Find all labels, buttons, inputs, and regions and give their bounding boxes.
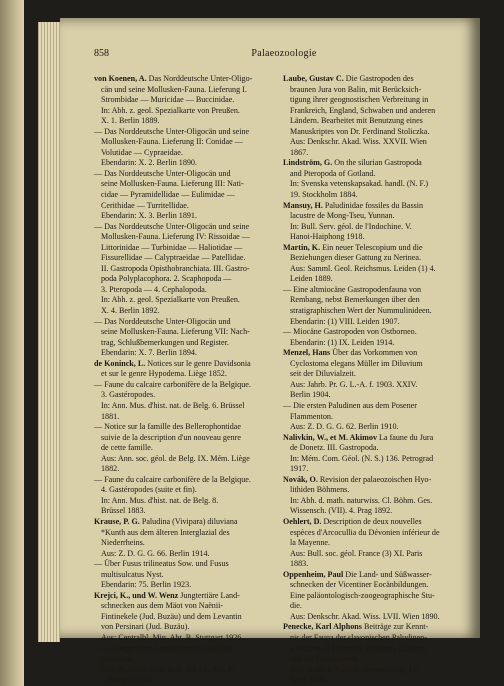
line-text: Aus: Samml. Geol. Reichsmus. Leiden (1) 4. bbox=[290, 263, 436, 273]
line-text: In: Mém. Com. Géol. (N. S.) 136. Petrograd bbox=[290, 453, 434, 463]
line-text: nis der Fauna der slavonischen Paludinen- bbox=[290, 632, 427, 642]
bibliography-line bbox=[283, 169, 468, 180]
line-text: — Faune du calcaire carbonifère de la Belgique. bbox=[94, 379, 251, 389]
bibliography-entry-author-line bbox=[283, 475, 468, 486]
line-text: espèces d'Arcocullia du Dévonien inférieur de bbox=[290, 527, 440, 537]
left-column bbox=[94, 74, 279, 686]
line-text: 1882. bbox=[101, 464, 120, 474]
line-text: Die Land- und Süßwasser- bbox=[343, 569, 432, 579]
page-edges bbox=[38, 22, 60, 642]
bibliography-line bbox=[283, 380, 468, 391]
bibliography-line bbox=[94, 253, 279, 264]
line-text: lacustre de Mong-Tseu, Yunnan. bbox=[290, 211, 395, 221]
line-text: X. 1. Berlin 1889. bbox=[101, 116, 160, 126]
line-text: seine Mollusken-Fauna. Lieferung VII: Nach- bbox=[101, 327, 250, 337]
line-text: Ebendarin: 75. Berlin 1923. bbox=[101, 580, 192, 590]
bibliography-line bbox=[94, 295, 279, 306]
bibliography-entry-author-line bbox=[94, 359, 279, 370]
bibliography-line bbox=[94, 654, 279, 665]
bibliography-line bbox=[94, 264, 279, 275]
line-text: X. 4. Berlin 1892. bbox=[101, 306, 160, 316]
book-gutter bbox=[0, 0, 24, 686]
line-text: schichten. II Congeria, Pisidium, Cardium bbox=[290, 643, 427, 653]
line-text: Description de deux nouvelles bbox=[321, 516, 422, 526]
line-text: seit der Diluvialzeit. bbox=[290, 369, 356, 379]
bibliography-line bbox=[283, 401, 468, 412]
bibliography-line bbox=[94, 201, 279, 212]
bibliography-line bbox=[94, 675, 279, 686]
bibliography-line bbox=[283, 506, 468, 517]
bibliography-entry-author-line bbox=[283, 201, 468, 212]
bibliography-line bbox=[94, 549, 279, 560]
bibliography-line bbox=[283, 412, 468, 423]
line-text: Paludinidae fossiles du Bassin bbox=[322, 200, 424, 210]
bibliography-line bbox=[283, 179, 468, 190]
line-text: — — Jungtertiäre Landschnecken aus Süd- bbox=[94, 643, 235, 653]
bibliography-line bbox=[283, 390, 468, 401]
line-text: II. Gastropoda Opisthobranchiata. III. Gastro- bbox=[101, 263, 250, 273]
bibliography-line bbox=[94, 211, 279, 222]
line-text: Aus: Z. D. G. G. 66. Berlin 1914. bbox=[101, 548, 210, 558]
bibliography-line bbox=[94, 327, 279, 338]
line-text: — Eine altmiocäne Gastropodenfauna von bbox=[283, 284, 421, 294]
line-text: Eine paläontologisch-zoogeographische Stu- bbox=[290, 590, 435, 600]
bibliography-line bbox=[283, 190, 468, 201]
bibliography-line bbox=[283, 538, 468, 549]
line-text: — Das Norddeutsche Unter-Oligocän und bbox=[94, 316, 231, 326]
bibliography-line bbox=[283, 496, 468, 507]
author-name: Lindström, G. bbox=[283, 158, 333, 168]
line-text: suivie de la description d'un nouveau genre bbox=[101, 432, 241, 442]
bibliography-line bbox=[94, 475, 279, 486]
line-text: poda Polyplacophora. 2. Scaphopoda — bbox=[101, 274, 232, 284]
bibliography-line bbox=[94, 169, 279, 180]
line-text: tigung ihrer geognostischen Verbreitung in bbox=[290, 95, 429, 105]
bibliography-line bbox=[94, 496, 279, 507]
bibliography-line bbox=[94, 485, 279, 496]
bibliography-line bbox=[94, 665, 279, 676]
line-text: Aus: Denkschr. Akad. Wiss. XXVII. Wien bbox=[290, 137, 427, 147]
bibliography-entry-author-line bbox=[94, 591, 279, 602]
line-text: — Notice sur la famille des Bellerophontidae bbox=[94, 422, 241, 432]
bibliography-line bbox=[283, 612, 468, 623]
bibliography-line bbox=[283, 211, 468, 222]
bibliography-line bbox=[94, 506, 279, 517]
line-text: Rembang, nebst Bemerkungen über den bbox=[290, 295, 420, 305]
bibliography-line bbox=[283, 116, 468, 127]
line-text: cidae — Pyramidellidae — Eulimidae — bbox=[101, 190, 235, 200]
line-text: Aus: Jahrb. Pr. G. L.-A. f. 1903. XXIV. bbox=[290, 379, 418, 389]
bibliography-line bbox=[94, 306, 279, 317]
line-text: 1883. bbox=[290, 559, 309, 569]
line-text: Cerithidae — Turritellidae. bbox=[101, 200, 189, 210]
line-text: La faune du Jura bbox=[377, 432, 434, 442]
bibliography-entry-author-line bbox=[283, 74, 468, 85]
line-text: — Das Norddeutsche Unter-Oligocän und seine bbox=[94, 221, 250, 231]
bibliography-line bbox=[283, 137, 468, 148]
bibliography-line bbox=[94, 348, 279, 359]
line-text: Ebendarin: X. 3. Berlin 1891. bbox=[101, 211, 197, 221]
author-name: Krause, P. G. bbox=[94, 516, 140, 526]
line-text: On the silurian Gastropoda bbox=[332, 158, 422, 168]
line-text: Brüssel 1883. bbox=[101, 506, 146, 516]
running-title: Palaeozoologie bbox=[251, 48, 317, 59]
bibliography-line bbox=[283, 369, 468, 380]
bibliography-line bbox=[94, 580, 279, 591]
line-text: — Über Fusus trilineatus Sow. und Fusus bbox=[94, 559, 229, 569]
bibliography-line bbox=[94, 633, 279, 644]
line-text: and Pteropoda of Gotland. bbox=[290, 168, 376, 178]
line-text: Fissurellidae — Calyptraeidae — Patellidae. bbox=[101, 253, 246, 263]
line-text: schnecken der Vicentiner Eocänbildungen. bbox=[290, 580, 429, 590]
bibliography-line bbox=[94, 454, 279, 465]
line-text: cän und seine Mollusken-Fauna. Lieferung I. bbox=[101, 84, 247, 94]
author-name: Novák, O. bbox=[283, 474, 318, 484]
line-text: rumänien. bbox=[101, 654, 134, 664]
bibliography-line bbox=[94, 85, 279, 96]
bibliography-line bbox=[94, 538, 279, 549]
line-text: Ebendarin: X. 7. Berlin 1894. bbox=[101, 348, 197, 358]
line-text: die. bbox=[290, 601, 302, 611]
bibliography-entry-author-line bbox=[283, 570, 468, 581]
author-name: Laube, Gustav C. bbox=[283, 74, 344, 83]
line-text: Notices sur le genre Davidsonia bbox=[145, 358, 251, 368]
bibliography-line bbox=[94, 528, 279, 539]
bibliography-line bbox=[94, 559, 279, 570]
line-text: Ein neuer Telescopium und die bbox=[320, 242, 423, 252]
line-text: Die Gastropoden des bbox=[343, 74, 414, 83]
line-text: Revision der palaeozoischen Hyo- bbox=[317, 474, 432, 484]
bibliography-entry-author-line bbox=[283, 622, 468, 633]
bibliography-line bbox=[94, 433, 279, 444]
line-text: *Kunth aus dem älteren Interglazial des bbox=[101, 527, 230, 537]
bibliography-line bbox=[94, 243, 279, 254]
line-text: de Donetz. III. Gastropoda. bbox=[290, 443, 379, 453]
line-text: In: Bull. Serv. géol. de l'Indochine. V. bbox=[290, 221, 412, 231]
bibliography-line bbox=[283, 295, 468, 306]
page-number: 858 bbox=[94, 48, 109, 59]
bibliography-line bbox=[94, 601, 279, 612]
line-text: In: Abh. d. math. naturwiss. Cl. Böhm. Ges. bbox=[290, 495, 433, 505]
line-text: von Persinari (Jud. Buzäu). bbox=[101, 622, 190, 632]
author-name: Krejci, K., und W. Wenz bbox=[94, 590, 179, 600]
book-page bbox=[60, 18, 480, 685]
bibliography-line bbox=[283, 654, 468, 665]
bibliography-entry-author-line bbox=[283, 348, 468, 359]
bibliography-line bbox=[283, 528, 468, 539]
bibliography-line bbox=[94, 443, 279, 454]
line-text: 1917. bbox=[290, 464, 309, 474]
bibliography-line bbox=[283, 485, 468, 496]
line-text: — Miocäne Gastropoden von Ostborneo. bbox=[283, 327, 417, 337]
line-text: In: Abh. z. geol. Spezialkarte von Preußen. bbox=[101, 295, 240, 305]
bibliography-line bbox=[283, 644, 468, 655]
line-text: Manuskriptes von Dr. Ferdinand Stoliczka. bbox=[290, 126, 430, 136]
line-text: Ebendarin: (1) IX. Leiden 1914. bbox=[290, 337, 395, 347]
line-text: Frankreich, England, Schwaben und anderen bbox=[290, 105, 436, 115]
author-name: von Koenen, A. bbox=[94, 74, 147, 83]
line-text: Aus: Denkschr. Akad. Wiss. LVII. Wien 1890. bbox=[290, 611, 440, 621]
line-text: Über das Vorkommen von bbox=[330, 348, 418, 358]
line-text: In: Ann. Mus. d'hist. nat. de Belg. 8. bbox=[101, 495, 219, 505]
bibliography-entry-author-line bbox=[94, 517, 279, 528]
bibliography-line bbox=[283, 222, 468, 233]
bibliography-line bbox=[94, 137, 279, 148]
bibliography-line bbox=[283, 675, 468, 686]
bibliography-line bbox=[94, 369, 279, 380]
bibliography-line bbox=[283, 591, 468, 602]
line-text: stratigraphischen Wert der Nummulinideen. bbox=[290, 306, 432, 316]
line-text: Flammenton. bbox=[290, 411, 333, 421]
right-column bbox=[283, 74, 468, 686]
line-text: Littorinidae — Turbinidae — Haliotidae — bbox=[101, 242, 243, 252]
line-text: de cette famille. bbox=[101, 443, 153, 453]
line-text: Mollusken-Fauna. Lieferung IV: Rissoidae — bbox=[101, 232, 250, 242]
line-text: Beziehungen dieser Gattung zu Nerinea. bbox=[290, 253, 422, 263]
bibliography-line bbox=[283, 559, 468, 570]
bibliography-line bbox=[283, 338, 468, 349]
bibliography-line bbox=[94, 317, 279, 328]
line-text: Aus: N. Jahrb. Min. Beil.-Bd. LV. Abt. B. bbox=[101, 664, 236, 674]
author-name: Oehlert, D. bbox=[283, 516, 322, 526]
bibliography-line bbox=[94, 644, 279, 655]
bibliography-line bbox=[94, 622, 279, 633]
line-text: 1867. bbox=[290, 147, 309, 157]
bibliography-line bbox=[283, 285, 468, 296]
bibliography-line bbox=[283, 264, 468, 275]
bibliography-line bbox=[283, 232, 468, 243]
line-text: Strombidae — Muricidae — Buccinidae. bbox=[101, 95, 235, 105]
line-text: In: Svenska vetenskapsakad. handl. (N. F.) bbox=[290, 179, 429, 189]
line-text: Volutidae — Cypraeidae. bbox=[101, 147, 183, 157]
bibliography-line bbox=[94, 274, 279, 285]
line-text: seine Mollusken-Fauna. Lieferung III: Nati- bbox=[101, 179, 244, 189]
bibliography-entry-author-line bbox=[283, 243, 468, 254]
line-text: Aus: Beitr. z. Paläont. Oesterr.-Ung. IV. bbox=[290, 664, 419, 674]
line-text: lithiden Böhmens. bbox=[290, 485, 350, 495]
bibliography-line bbox=[94, 116, 279, 127]
line-text: Aus: Ann. soc. géol. de Belg. IX. Mém. Liège bbox=[101, 453, 250, 463]
line-text: — Das Norddeutsche Unter-Oligocän und seine bbox=[94, 126, 250, 136]
line-text: schnecken aus dem Mäot von Naënii- bbox=[101, 601, 224, 611]
line-text: Berlin 1904. bbox=[290, 390, 331, 400]
line-text: Leiden 1889. bbox=[290, 274, 333, 284]
line-text: Ebendarin: (1) VIII. Leiden 1907. bbox=[290, 316, 400, 326]
line-text: 3. Pteropoda — 4. Cephalopoda. bbox=[101, 284, 207, 294]
line-text: — Das Norddeutsche Unter-Oligocän und bbox=[94, 168, 231, 178]
author-name: Nalivkin, W., et M. Akimov bbox=[283, 432, 377, 442]
line-text: Wissensch. (VII). 4. Prag 1892. bbox=[290, 506, 393, 516]
bibliography-entry-author-line bbox=[283, 433, 468, 444]
line-text: 19. Stockholm 1884. bbox=[290, 190, 358, 200]
bibliography-entry-author-line bbox=[283, 158, 468, 169]
bibliography-entry-author-line bbox=[94, 74, 279, 85]
bibliography-line bbox=[94, 570, 279, 581]
bibliography-line bbox=[283, 253, 468, 264]
bibliography-line bbox=[283, 633, 468, 644]
author-name: de Koninck, L. bbox=[94, 358, 146, 368]
bibliography-line bbox=[283, 85, 468, 96]
bibliography-line bbox=[94, 106, 279, 117]
line-text: Aus: Z. D. G. G. 62. Berlin 1910. bbox=[290, 422, 399, 432]
line-text: In: Abh. z. geol. Spezialkarte von Preußen. bbox=[101, 105, 240, 115]
line-text: 1881. bbox=[101, 411, 120, 421]
bibliography-line bbox=[94, 390, 279, 401]
line-text: et sur le genre Hypodema. Liège 1852. bbox=[101, 369, 227, 379]
line-text: Ländern. Bearbeitet mit Benutzung eines bbox=[290, 116, 423, 126]
line-text: Paludina (Vivipara) diluviana bbox=[139, 516, 238, 526]
line-text: Mollusken-Fauna. Lieferung II: Conidae — bbox=[101, 137, 243, 147]
bibliography-line bbox=[94, 148, 279, 159]
bibliography-line bbox=[94, 612, 279, 623]
page-header bbox=[94, 48, 474, 62]
bibliography-line bbox=[283, 601, 468, 612]
bibliography-line bbox=[94, 422, 279, 433]
bibliography-line bbox=[94, 95, 279, 106]
line-text: 4. Gastéropodes (suite et fin). bbox=[101, 485, 197, 495]
bibliography-line bbox=[283, 359, 468, 370]
bibliography-line bbox=[283, 580, 468, 591]
line-text: — Die ersten Paludinen aus dem Posener bbox=[283, 400, 417, 410]
line-text: Jungtertiäre Land- bbox=[178, 590, 240, 600]
bibliography-line bbox=[94, 232, 279, 243]
bibliography-line bbox=[283, 443, 468, 454]
bibliography-line bbox=[283, 317, 468, 328]
author-name: Menzel, Hans bbox=[283, 348, 331, 358]
author-name: Penecke, Karl Alphons bbox=[283, 622, 362, 632]
line-text: Aus: Centralbl. Min. Abt. B. Stuttgart 1926. bbox=[101, 632, 244, 642]
line-text: Cyclostoma elegans Müller im Diluvium bbox=[290, 358, 423, 368]
bibliography-line bbox=[283, 549, 468, 560]
line-text: Fintinekele (Jud. Buzäu) und dem Levantin bbox=[101, 611, 242, 621]
bibliography-line bbox=[94, 222, 279, 233]
bibliography-line bbox=[94, 401, 279, 412]
bibliography-line bbox=[94, 412, 279, 423]
line-text: und die Gastropoden. bbox=[290, 654, 360, 664]
line-text: — Faune du calcaire carbonifère de la Belgique. bbox=[94, 474, 251, 484]
line-text: 3. Gastéropodes. bbox=[101, 390, 156, 400]
bibliography-line bbox=[283, 464, 468, 475]
bibliography-line bbox=[283, 106, 468, 117]
line-text: In: Ann. Mus. d'hist. nat. de Belg. 6. Brüssel bbox=[101, 400, 245, 410]
line-text: Stuttgart 1926. bbox=[106, 675, 155, 685]
bibliography-line bbox=[283, 327, 468, 338]
line-text: Hanoi-Haiphong 1918. bbox=[290, 232, 365, 242]
line-text: multisulcatus Nyst. bbox=[101, 569, 164, 579]
line-text: Niederrheins. bbox=[101, 538, 145, 548]
bibliography-line bbox=[283, 274, 468, 285]
line-text: Wien 1884. bbox=[290, 675, 328, 685]
line-text: braunen Jura von Balin, mit Berücksich- bbox=[290, 84, 422, 94]
line-text: Aus: Bull. soc. géol. France (3) XI. Paris bbox=[290, 548, 423, 558]
bibliography-line bbox=[283, 454, 468, 465]
line-text: Das Norddeutsche Unter-Oligo- bbox=[146, 74, 253, 83]
author-name: Mansuy, H. bbox=[283, 200, 323, 210]
author-name: Martin, K. bbox=[283, 242, 321, 252]
bibliography-line bbox=[94, 285, 279, 296]
line-text: la Mayenne. bbox=[290, 538, 331, 548]
bibliography-line bbox=[283, 148, 468, 159]
bibliography-line bbox=[94, 179, 279, 190]
bibliography-line bbox=[94, 338, 279, 349]
bibliography-line bbox=[283, 306, 468, 317]
bibliography-line bbox=[94, 158, 279, 169]
bibliography-entry-author-line bbox=[283, 517, 468, 528]
bibliography-line bbox=[94, 380, 279, 391]
line-text: Ebendarin: X. 2. Berlin 1890. bbox=[101, 158, 197, 168]
bibliography-line bbox=[94, 127, 279, 138]
bibliography-line bbox=[283, 665, 468, 676]
bibliography-line bbox=[283, 95, 468, 106]
bibliography-line bbox=[94, 190, 279, 201]
bibliography-line bbox=[94, 464, 279, 475]
line-text: Beiträge zur Kennt- bbox=[361, 622, 429, 632]
bibliography-line bbox=[283, 422, 468, 433]
author-name: Oppenheim, Paul bbox=[283, 569, 344, 579]
bibliography-line bbox=[283, 127, 468, 138]
line-text: trag, Schlußbemerkungen und Register. bbox=[101, 337, 229, 347]
